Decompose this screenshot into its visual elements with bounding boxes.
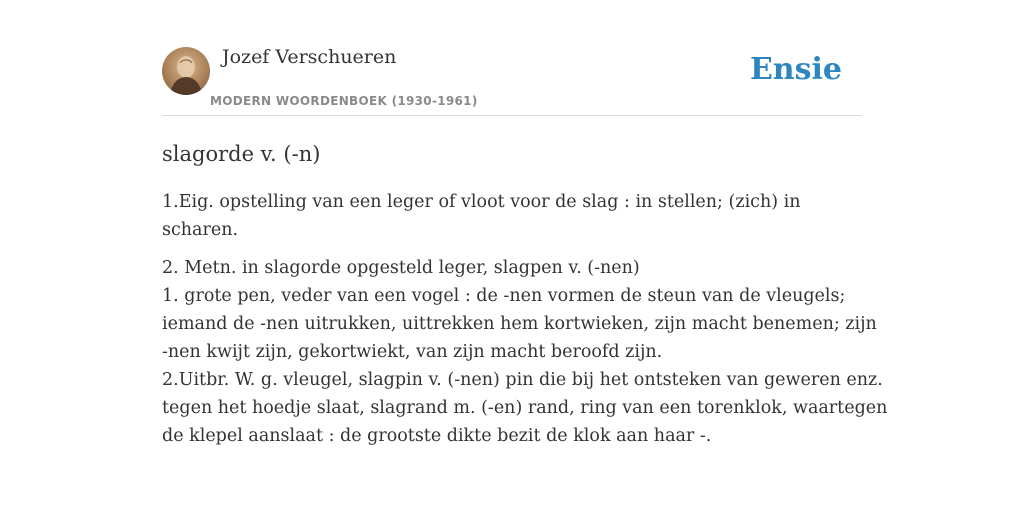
definition-line: -nen kwijt zijn, gekortwiekt, van zijn macht beroofd zijn. bbox=[162, 342, 663, 362]
definition-paragraph-2 bbox=[162, 254, 888, 450]
definition-line: iemand de -nen uitrukken, uittrekken hem kortwieken, zijn macht benemen; zijn bbox=[162, 314, 877, 334]
definition-line: 1. grote pen, veder van een vogel : de -nen vormen de steun van de vleugels; bbox=[162, 286, 846, 306]
definition-line: de klepel aanslaat : de grootste dikte bezit de klok aan haar -. bbox=[162, 426, 712, 446]
definition-line: tegen het hoedje slaat, slagrand m. (-en) rand, ring van een torenklok, waartegen bbox=[162, 398, 888, 418]
definition-line: 2. Metn. in slagorde opgesteld leger, slagpen v. (-nen) bbox=[162, 258, 640, 278]
ensie-logo[interactable]: Ensie bbox=[749, 52, 842, 87]
author-name[interactable]: Jozef Verschueren bbox=[222, 46, 397, 68]
entry-header bbox=[162, 40, 862, 116]
definition-paragraph-1: 1.Eig. opstelling van een leger of vloot voor de slag : in stellen; (zich) in scharen. bbox=[162, 192, 801, 240]
entry-card bbox=[162, 40, 888, 460]
author-avatar[interactable] bbox=[162, 47, 210, 95]
entry-term: slagorde v. (-n) bbox=[162, 142, 321, 166]
definition-line: 2.Uitbr. W. g. vleugel, slagpin v. (-nen) pin die bij het ontsteken van geweren enz. bbox=[162, 370, 883, 390]
source-label[interactable]: MODERN WOORDENBOEK (1930-1961) bbox=[210, 94, 478, 108]
entry-definition bbox=[162, 188, 888, 450]
portrait-photo-icon bbox=[162, 47, 210, 95]
